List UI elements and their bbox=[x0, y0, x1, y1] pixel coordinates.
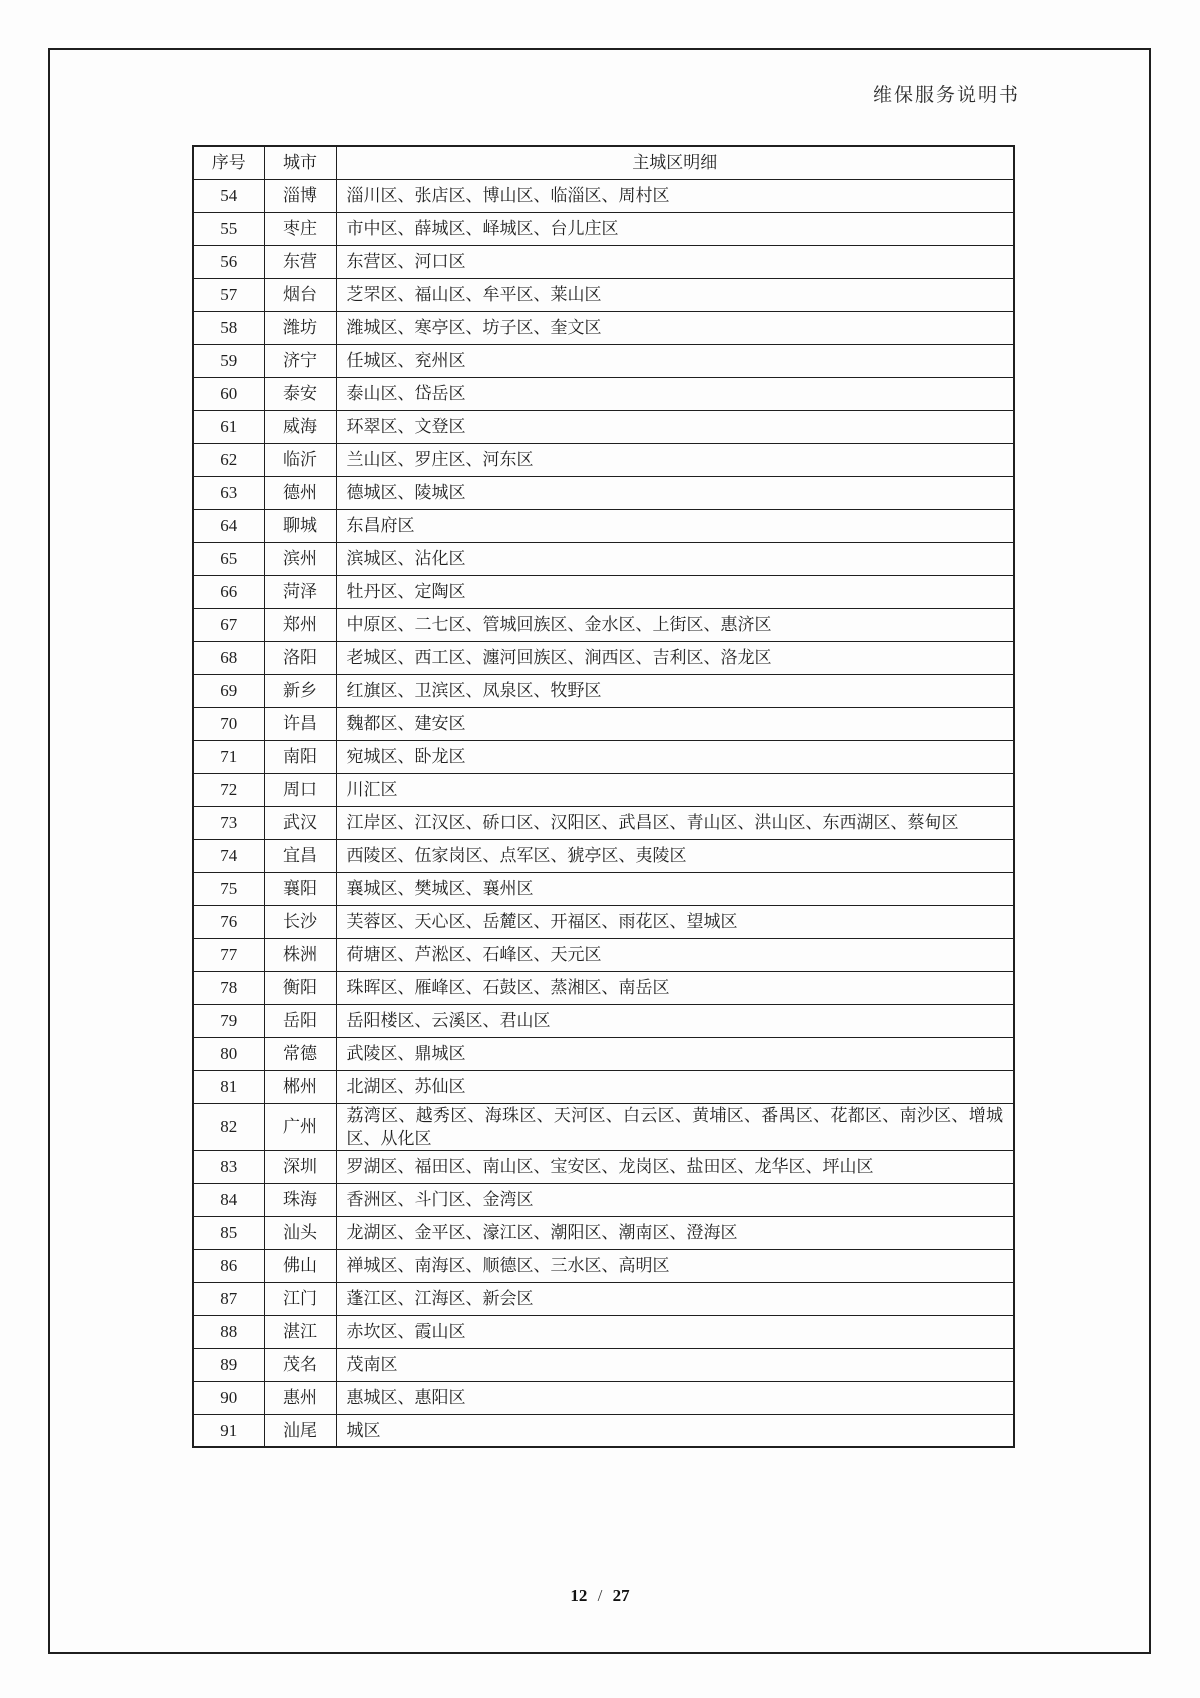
table-row bbox=[193, 707, 1014, 740]
serial-number-cell: 64 bbox=[193, 509, 264, 542]
districts-detail-cell: 城区 bbox=[336, 1414, 1014, 1447]
serial-number-cell: 54 bbox=[193, 179, 264, 212]
table-row bbox=[193, 971, 1014, 1004]
city-name-cell: 威海 bbox=[264, 410, 336, 443]
serial-number-cell: 69 bbox=[193, 674, 264, 707]
document-header-title: 维保服务说明书 bbox=[872, 85, 1020, 106]
serial-number-cell: 77 bbox=[193, 938, 264, 971]
city-name-cell: 德州 bbox=[264, 476, 336, 509]
city-name-cell: 汕头 bbox=[264, 1216, 336, 1249]
city-name-cell: 茂名 bbox=[264, 1348, 336, 1381]
serial-number-cell: 57 bbox=[193, 278, 264, 311]
table-row bbox=[193, 641, 1014, 674]
city-name-cell: 菏泽 bbox=[264, 575, 336, 608]
serial-number-cell: 71 bbox=[193, 740, 264, 773]
city-name-cell: 长沙 bbox=[264, 905, 336, 938]
table-row bbox=[193, 740, 1014, 773]
districts-detail-cell: 市中区、薛城区、峄城区、台儿庄区 bbox=[336, 212, 1014, 245]
city-districts-table bbox=[192, 145, 1015, 1448]
districts-detail-cell: 珠晖区、雁峰区、石鼓区、蒸湘区、南岳区 bbox=[336, 971, 1014, 1004]
city-name-cell: 东营 bbox=[264, 245, 336, 278]
city-name-cell: 惠州 bbox=[264, 1381, 336, 1414]
city-name-cell: 汕尾 bbox=[264, 1414, 336, 1447]
city-name-cell: 聊城 bbox=[264, 509, 336, 542]
city-name-cell: 滨州 bbox=[264, 542, 336, 575]
serial-number-cell: 70 bbox=[193, 707, 264, 740]
districts-detail-cell: 芙蓉区、天心区、岳麓区、开福区、雨花区、望城区 bbox=[336, 905, 1014, 938]
city-name-cell: 济宁 bbox=[264, 344, 336, 377]
serial-number-cell: 74 bbox=[193, 839, 264, 872]
table-row bbox=[193, 443, 1014, 476]
districts-detail-cell: 滨城区、沾化区 bbox=[336, 542, 1014, 575]
districts-detail-cell: 武陵区、鼎城区 bbox=[336, 1037, 1014, 1070]
table-row bbox=[193, 245, 1014, 278]
column-header-districts: 主城区明细 bbox=[336, 146, 1014, 179]
table-row bbox=[193, 1183, 1014, 1216]
city-name-cell: 衡阳 bbox=[264, 971, 336, 1004]
table-row bbox=[193, 1348, 1014, 1381]
serial-number-cell: 58 bbox=[193, 311, 264, 344]
table-row bbox=[193, 377, 1014, 410]
districts-detail-cell: 潍城区、寒亭区、坊子区、奎文区 bbox=[336, 311, 1014, 344]
table-row bbox=[193, 1249, 1014, 1282]
city-name-cell: 襄阳 bbox=[264, 872, 336, 905]
city-name-cell: 潍坊 bbox=[264, 311, 336, 344]
table-row bbox=[193, 509, 1014, 542]
city-name-cell: 淄博 bbox=[264, 179, 336, 212]
districts-detail-cell: 环翠区、文登区 bbox=[336, 410, 1014, 443]
districts-detail-cell: 江岸区、江汉区、硚口区、汉阳区、武昌区、青山区、洪山区、东西湖区、蔡甸区 bbox=[336, 806, 1014, 839]
districts-detail-cell: 东营区、河口区 bbox=[336, 245, 1014, 278]
serial-number-cell: 66 bbox=[193, 575, 264, 608]
serial-number-cell: 78 bbox=[193, 971, 264, 1004]
table-row bbox=[193, 674, 1014, 707]
serial-number-cell: 61 bbox=[193, 410, 264, 443]
current-page-number: 12 bbox=[570, 1586, 588, 1605]
districts-detail-cell: 中原区、二七区、管城回族区、金水区、上街区、惠济区 bbox=[336, 608, 1014, 641]
table-row bbox=[193, 839, 1014, 872]
serial-number-cell: 80 bbox=[193, 1037, 264, 1070]
districts-detail-cell: 惠城区、惠阳区 bbox=[336, 1381, 1014, 1414]
serial-number-cell: 73 bbox=[193, 806, 264, 839]
serial-number-cell: 67 bbox=[193, 608, 264, 641]
districts-detail-cell: 淄川区、张店区、博山区、临淄区、周村区 bbox=[336, 179, 1014, 212]
serial-number-cell: 83 bbox=[193, 1150, 264, 1183]
serial-number-cell: 63 bbox=[193, 476, 264, 509]
serial-number-cell: 62 bbox=[193, 443, 264, 476]
table-row bbox=[193, 278, 1014, 311]
serial-number-cell: 55 bbox=[193, 212, 264, 245]
districts-detail-cell: 禅城区、南海区、顺德区、三水区、高明区 bbox=[336, 1249, 1014, 1282]
city-name-cell: 泰安 bbox=[264, 377, 336, 410]
districts-detail-cell: 兰山区、罗庄区、河东区 bbox=[336, 443, 1014, 476]
table-row bbox=[193, 1103, 1014, 1150]
table-row bbox=[193, 212, 1014, 245]
serial-number-cell: 56 bbox=[193, 245, 264, 278]
districts-detail-cell: 任城区、兖州区 bbox=[336, 344, 1014, 377]
table-row bbox=[193, 905, 1014, 938]
city-name-cell: 临沂 bbox=[264, 443, 336, 476]
city-name-cell: 株洲 bbox=[264, 938, 336, 971]
city-name-cell: 宜昌 bbox=[264, 839, 336, 872]
serial-number-cell: 82 bbox=[193, 1103, 264, 1150]
city-name-cell: 枣庄 bbox=[264, 212, 336, 245]
serial-number-cell: 85 bbox=[193, 1216, 264, 1249]
city-name-cell: 常德 bbox=[264, 1037, 336, 1070]
table-row bbox=[193, 1381, 1014, 1414]
table-row bbox=[193, 608, 1014, 641]
city-name-cell: 广州 bbox=[264, 1103, 336, 1150]
city-name-cell: 洛阳 bbox=[264, 641, 336, 674]
districts-detail-cell: 荔湾区、越秀区、海珠区、天河区、白云区、黄埔区、番禺区、花都区、南沙区、增城区、从化区 bbox=[336, 1103, 1014, 1150]
table-row bbox=[193, 1315, 1014, 1348]
city-name-cell: 武汉 bbox=[264, 806, 336, 839]
table-row bbox=[193, 872, 1014, 905]
districts-detail-cell: 襄城区、樊城区、襄州区 bbox=[336, 872, 1014, 905]
city-name-cell: 郴州 bbox=[264, 1070, 336, 1103]
districts-detail-cell: 龙湖区、金平区、濠江区、潮阳区、潮南区、澄海区 bbox=[336, 1216, 1014, 1249]
city-name-cell: 湛江 bbox=[264, 1315, 336, 1348]
serial-number-cell: 76 bbox=[193, 905, 264, 938]
table-row bbox=[193, 773, 1014, 806]
serial-number-cell: 75 bbox=[193, 872, 264, 905]
serial-number-cell: 81 bbox=[193, 1070, 264, 1103]
serial-number-cell: 86 bbox=[193, 1249, 264, 1282]
serial-number-cell: 88 bbox=[193, 1315, 264, 1348]
districts-detail-cell: 罗湖区、福田区、南山区、宝安区、龙岗区、盐田区、龙华区、坪山区 bbox=[336, 1150, 1014, 1183]
districts-detail-cell: 宛城区、卧龙区 bbox=[336, 740, 1014, 773]
districts-detail-cell: 岳阳楼区、云溪区、君山区 bbox=[336, 1004, 1014, 1037]
city-name-cell: 郑州 bbox=[264, 608, 336, 641]
table-row bbox=[193, 575, 1014, 608]
table-row bbox=[193, 1282, 1014, 1315]
districts-detail-cell: 芝罘区、福山区、牟平区、莱山区 bbox=[336, 278, 1014, 311]
districts-detail-cell: 牡丹区、定陶区 bbox=[336, 575, 1014, 608]
table-row bbox=[193, 1070, 1014, 1103]
districts-detail-cell: 川汇区 bbox=[336, 773, 1014, 806]
city-name-cell: 江门 bbox=[264, 1282, 336, 1315]
city-name-cell: 珠海 bbox=[264, 1183, 336, 1216]
table-row bbox=[193, 311, 1014, 344]
serial-number-cell: 89 bbox=[193, 1348, 264, 1381]
districts-detail-cell: 东昌府区 bbox=[336, 509, 1014, 542]
districts-detail-cell: 魏都区、建安区 bbox=[336, 707, 1014, 740]
table-row bbox=[193, 1150, 1014, 1183]
table-row bbox=[193, 1414, 1014, 1447]
districts-detail-cell: 德城区、陵城区 bbox=[336, 476, 1014, 509]
table-row bbox=[193, 1037, 1014, 1070]
districts-detail-cell: 香洲区、斗门区、金湾区 bbox=[336, 1183, 1014, 1216]
districts-detail-cell: 荷塘区、芦淞区、石峰区、天元区 bbox=[336, 938, 1014, 971]
table-row bbox=[193, 806, 1014, 839]
city-name-cell: 南阳 bbox=[264, 740, 336, 773]
serial-number-cell: 59 bbox=[193, 344, 264, 377]
serial-number-cell: 87 bbox=[193, 1282, 264, 1315]
table-row bbox=[193, 344, 1014, 377]
serial-number-cell: 90 bbox=[193, 1381, 264, 1414]
page-number-separator: / bbox=[597, 1586, 603, 1605]
districts-detail-cell: 红旗区、卫滨区、凤泉区、牧野区 bbox=[336, 674, 1014, 707]
table-row bbox=[193, 410, 1014, 443]
districts-detail-cell: 茂南区 bbox=[336, 1348, 1014, 1381]
serial-number-cell: 65 bbox=[193, 542, 264, 575]
serial-number-cell: 60 bbox=[193, 377, 264, 410]
table-row bbox=[193, 1216, 1014, 1249]
districts-detail-cell: 蓬江区、江海区、新会区 bbox=[336, 1282, 1014, 1315]
city-name-cell: 岳阳 bbox=[264, 1004, 336, 1037]
table-body bbox=[193, 179, 1014, 1447]
serial-number-cell: 91 bbox=[193, 1414, 264, 1447]
city-name-cell: 烟台 bbox=[264, 278, 336, 311]
districts-detail-cell: 老城区、西工区、瀍河回族区、涧西区、吉利区、洛龙区 bbox=[336, 641, 1014, 674]
districts-detail-cell: 赤坎区、霞山区 bbox=[336, 1315, 1014, 1348]
table-row bbox=[193, 542, 1014, 575]
city-name-cell: 佛山 bbox=[264, 1249, 336, 1282]
table-row bbox=[193, 476, 1014, 509]
table-row bbox=[193, 179, 1014, 212]
page-number-footer bbox=[0, 1586, 1200, 1606]
column-header-city: 城市 bbox=[264, 146, 336, 179]
serial-number-cell: 79 bbox=[193, 1004, 264, 1037]
city-name-cell: 新乡 bbox=[264, 674, 336, 707]
table-header-row bbox=[193, 146, 1014, 179]
city-name-cell: 深圳 bbox=[264, 1150, 336, 1183]
serial-number-cell: 84 bbox=[193, 1183, 264, 1216]
table-row bbox=[193, 1004, 1014, 1037]
districts-detail-cell: 泰山区、岱岳区 bbox=[336, 377, 1014, 410]
city-name-cell: 许昌 bbox=[264, 707, 336, 740]
table-row bbox=[193, 938, 1014, 971]
districts-detail-cell: 西陵区、伍家岗区、点军区、猇亭区、夷陵区 bbox=[336, 839, 1014, 872]
districts-detail-cell: 北湖区、苏仙区 bbox=[336, 1070, 1014, 1103]
total-page-number: 27 bbox=[612, 1586, 630, 1605]
column-header-serial: 序号 bbox=[193, 146, 264, 179]
city-name-cell: 周口 bbox=[264, 773, 336, 806]
serial-number-cell: 72 bbox=[193, 773, 264, 806]
serial-number-cell: 68 bbox=[193, 641, 264, 674]
